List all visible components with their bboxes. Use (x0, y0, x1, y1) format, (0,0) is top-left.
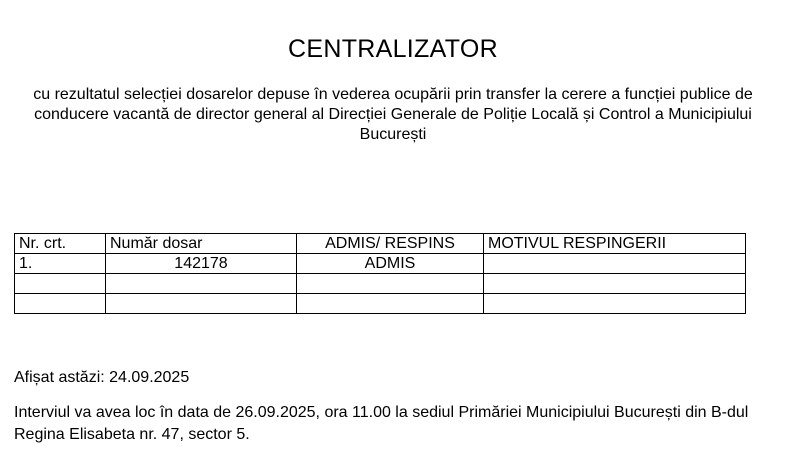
table-row (15, 254, 746, 274)
cell-numar-dosar (106, 294, 297, 314)
cell-nr-crt (15, 294, 106, 314)
table-row (15, 274, 746, 294)
cell-motiv (484, 254, 746, 274)
cell-status: ADMIS (297, 254, 484, 274)
document-subtitle: cu rezultatul selecției dosarelor depuse în vederea ocupării prin transfer la cerere a funcției publice de conducere vacantă de director general al Direcției Generale de Poliție Locală și Control a Municipiului București (33, 86, 753, 143)
header-numar-dosar: Număr dosar (106, 234, 297, 254)
header-motivul-respingerii: MOTIVUL RESPINGERII (484, 234, 746, 254)
cell-numar-dosar: 142178 (106, 254, 297, 274)
interview-notice: Interviul va avea loc în data de 26.09.2025, ora 11.00 la sediul Primăriei Municipiului București din B-dul Regina Elisabeta nr. 47, sector 5. (14, 404, 749, 443)
cell-motiv (484, 294, 746, 314)
cell-status (297, 274, 484, 294)
table-row (15, 294, 746, 314)
results-table (14, 233, 746, 314)
cell-status (297, 294, 484, 314)
posted-date: Afișat astăzi: 24.09.2025 (14, 369, 190, 386)
cell-nr-crt: 1. (15, 254, 106, 274)
cell-numar-dosar (106, 274, 297, 294)
document-title: CENTRALIZATOR (288, 35, 498, 63)
header-nr-crt: Nr. crt. (15, 234, 106, 254)
cell-motiv (484, 274, 746, 294)
header-admis-respins: ADMIS/ RESPINS (297, 234, 484, 254)
table-header-row (15, 234, 746, 254)
cell-nr-crt (15, 274, 106, 294)
